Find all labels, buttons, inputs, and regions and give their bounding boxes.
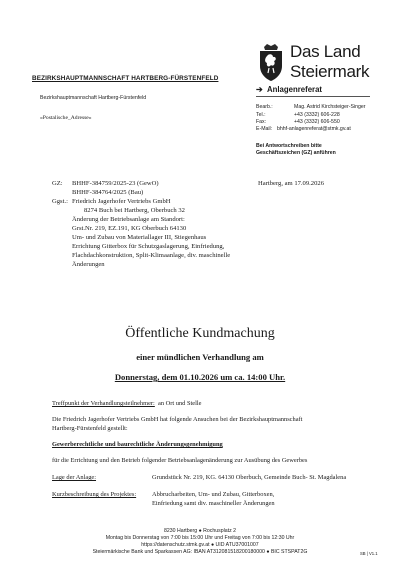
brand-line-1: Das Land [290, 42, 361, 61]
subject-line: Friedrich Jagerhofer Vertriebs GmbH [72, 198, 171, 205]
intro-line-2: Hartberg-Fürstenfeld gestellt: [52, 425, 128, 432]
subject-label: Ggst.: [52, 198, 68, 205]
reply-note-line-2: Geschäftszeichen (GZ) anführen [256, 150, 336, 156]
subject-line: Änderungen [72, 261, 105, 268]
tel-label: Tel.: [256, 112, 266, 118]
footer-privacy: https://datenschutz.stmk.gv.at ● UID ATU37001007 [141, 542, 259, 548]
footer-hours: Montag bis Donnerstag von 7:00 bis 15:00 Uhr und Freitag von 7:00 bis 12:30 Uhr [105, 535, 295, 541]
meeting-point-label: Treffpunkt der Verhandlungsteilnehmer: [52, 400, 155, 407]
page-mark: SB | V1.1 [360, 551, 378, 556]
department-name: Anlagenreferat [267, 85, 323, 94]
subject-line: Errichtung Gitterbox für Schutzgaslagerung, Einfriedung, [72, 243, 225, 250]
sender-address: Bezirkshauptmannschaft Hartberg-Fürstenfeld [40, 95, 147, 101]
meeting-point-value: an Ort und Stelle [158, 400, 202, 407]
footer-address: 8230 Hartberg ● Rochusplatz 2 [163, 528, 237, 534]
gz-reference-1: BHHF-384759/2025-23 (GewO) [72, 180, 159, 187]
subject-line: Änderung der Betriebsanlage am Standort: [72, 216, 185, 223]
subject-line: Grst.Nr. 219, EZ.191, KG Oberbuch 64130 [72, 225, 187, 232]
project-description-line-1: Abbrucharbeiten, Um- und Zubau, Gitterboxen, [152, 491, 275, 498]
tel-value: +43 (3332) 606-228 [294, 112, 340, 118]
announcement-title: Öffentliche Kundmachung [125, 326, 275, 341]
subject-line: Um- und Zubau von Materiallager III, Stiegenhaus [72, 234, 207, 241]
fax-label: Fax: [256, 119, 267, 125]
editor-label: Bearb.: [256, 104, 273, 110]
email-value: bhhf-anlagenreferat@stmk.gv.at [277, 126, 351, 132]
letter-date: Hartberg, am 17.09.2026 [258, 180, 324, 187]
subject-line: 8274 Buch bei Hartberg, Oberbuch 32 [84, 207, 185, 214]
recipient-placeholder: «Postalische_Adresse» [40, 115, 92, 121]
gz-reference-2: BHHF-384764/2025 (Bau) [72, 189, 144, 196]
fax-value: +43 (3332) 606-550 [294, 119, 340, 125]
email-label: E-Mail: [256, 126, 273, 132]
agency-name: BEZIRKSHAUPTMANNSCHAFT HARTBERG-FÜRSTENFELD [32, 75, 219, 82]
subject-line: Flachdachkonstruktion, Split-Klimaanlage, div. maschinelle [72, 252, 231, 259]
meeting-point [52, 400, 202, 407]
site-value: Grundstück Nr. 219, KG. 64130 Oberbuch, Gemeinde Buch- St. Magdalena [152, 474, 347, 481]
footer-bank: Steiermärkische Bank und Sparkassen AG: IBAN AT312081518200180000 ● BIC STSPAT2G [92, 549, 308, 555]
gz-label: GZ: [52, 180, 63, 187]
section-description: für die Errichtung und den Betrieb folgender Betriebsanlagenänderung zur Ausübung des Gewerbes [52, 457, 308, 464]
hearing-datetime: Donnerstag, dem 01.10.2026 um ca. 14:00 Uhr. [114, 372, 286, 382]
steiermark-coat-of-arms-icon [256, 42, 286, 82]
project-description-line-2: Einfriedung samt div. maschineller Änderungen [152, 500, 275, 507]
editor-value: Mag. Astrid Kirchsteiger-Singer [294, 104, 366, 110]
section-heading: Gewerberechtliche und baurechtliche Änderungsgenehmigung [52, 441, 223, 448]
intro-line-1: Die Friedrich Jagerhofer Vertriebs GmbH hat folgende Ansuchen bei der Bezirkshauptmannschaft [52, 416, 303, 423]
header-divider [256, 96, 370, 97]
arrow-right-icon: ➔ [256, 85, 263, 94]
project-label: Kurzbeschreibung des Projektes: [52, 491, 137, 498]
announcement-subtitle: einer mündlichen Verhandlung am [136, 352, 264, 362]
site-label: Lage der Anlage: [52, 474, 97, 481]
reply-note-line-1: Bei Antwortschreiben bitte [256, 143, 322, 149]
brand-line-2: Steiermark [290, 62, 370, 81]
